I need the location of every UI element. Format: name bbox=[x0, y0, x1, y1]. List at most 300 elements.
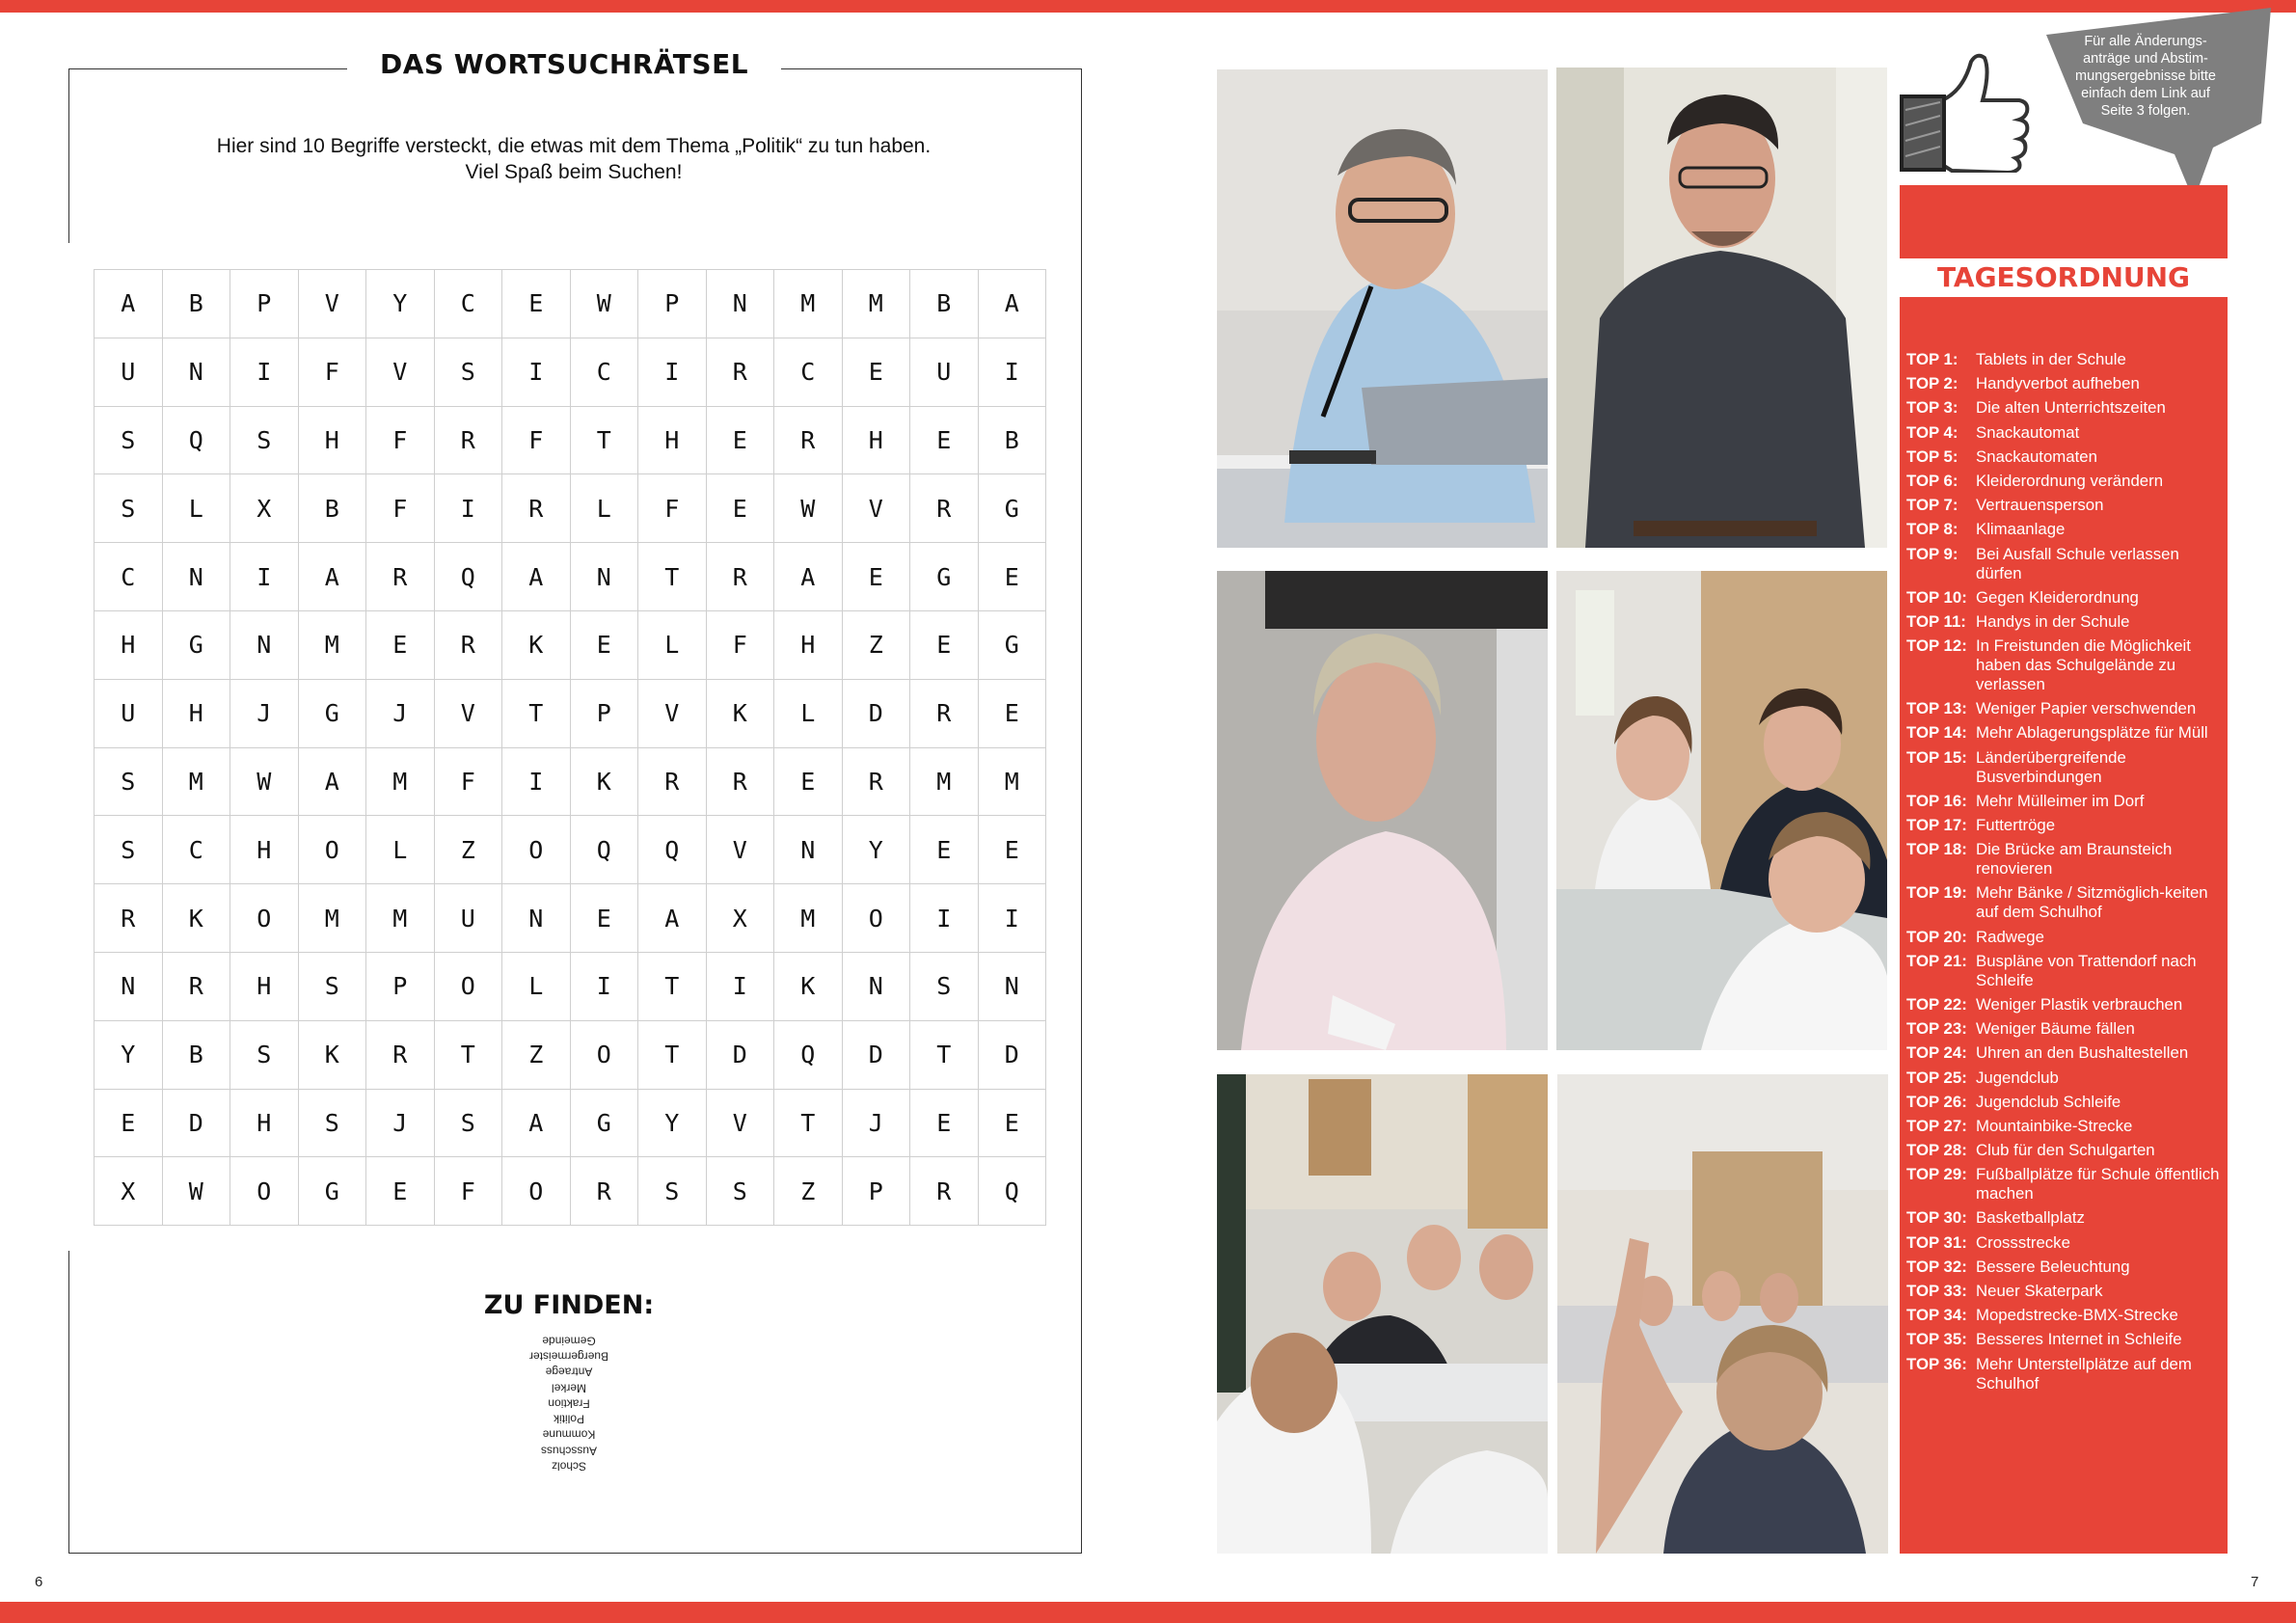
grid-cell[interactable]: Z bbox=[842, 610, 910, 679]
grid-cell[interactable]: R bbox=[95, 884, 163, 953]
grid-cell[interactable]: M bbox=[298, 884, 366, 953]
grid-cell[interactable]: R bbox=[366, 1020, 435, 1089]
agenda-item-text: Weniger Plastik verbrauchen bbox=[1976, 994, 2183, 1014]
grid-cell[interactable]: F bbox=[434, 747, 502, 816]
grid-cell[interactable]: L bbox=[366, 816, 435, 884]
grid-cell[interactable]: I bbox=[978, 338, 1046, 406]
grid-cell[interactable]: A bbox=[638, 884, 707, 953]
grid-cell[interactable]: O bbox=[434, 952, 502, 1020]
grid-cell[interactable]: E bbox=[910, 1089, 979, 1157]
grid-cell[interactable]: T bbox=[638, 952, 707, 1020]
agenda-item bbox=[1906, 545, 2223, 583]
agenda-item-text: Mehr Bänke / Sitzmöglich-keiten auf dem Schulhof bbox=[1976, 883, 2208, 922]
agenda-item bbox=[1906, 816, 2223, 835]
agenda-item-text: Vertrauensperson bbox=[1976, 496, 2104, 515]
grid-cell[interactable]: M bbox=[842, 270, 910, 338]
thumbs-up-icon bbox=[1896, 52, 2033, 173]
grid-cell[interactable]: S bbox=[95, 406, 163, 474]
grid-cell[interactable]: H bbox=[162, 679, 230, 747]
agenda-item-number: TOP 11: bbox=[1906, 611, 1966, 631]
grid-cell[interactable]: I bbox=[910, 884, 979, 953]
grid-cell[interactable]: P bbox=[842, 1157, 910, 1226]
grid-cell[interactable]: S bbox=[434, 338, 502, 406]
grid-cell[interactable]: F bbox=[706, 610, 774, 679]
grid-cell[interactable]: O bbox=[298, 816, 366, 884]
grid-cell[interactable]: D bbox=[162, 1089, 230, 1157]
grid-cell[interactable]: M bbox=[978, 747, 1046, 816]
grid-cell[interactable]: R bbox=[570, 1157, 638, 1226]
agenda-item-number: TOP 30: bbox=[1906, 1208, 1967, 1228]
grid-cell[interactable]: X bbox=[95, 1157, 163, 1226]
agenda-item-text: Snackautomaten bbox=[1976, 446, 2097, 466]
grid-cell[interactable]: H bbox=[638, 406, 707, 474]
agenda-item bbox=[1906, 496, 2223, 515]
agenda-item bbox=[1906, 350, 2223, 369]
agenda-item-text: Crossstrecke bbox=[1976, 1232, 2070, 1252]
grid-cell[interactable]: F bbox=[366, 474, 435, 543]
grid-cell[interactable]: T bbox=[638, 1020, 707, 1089]
grid-cell[interactable]: N bbox=[570, 543, 638, 611]
grid-cell[interactable]: R bbox=[434, 406, 502, 474]
grid-row bbox=[95, 884, 1046, 953]
grid-cell[interactable]: U bbox=[95, 679, 163, 747]
grid-cell[interactable]: E bbox=[706, 474, 774, 543]
grid-cell[interactable]: H bbox=[842, 406, 910, 474]
agenda-item-text: In Freistunden die Möglichkeit haben das Schulgelände zu verlassen bbox=[1976, 636, 2191, 694]
agenda-item bbox=[1906, 1306, 2223, 1325]
grid-row bbox=[95, 270, 1046, 338]
grid-cell[interactable]: B bbox=[162, 270, 230, 338]
find-word: Kommune bbox=[542, 1428, 596, 1443]
grid-cell[interactable]: S bbox=[95, 474, 163, 543]
grid-cell[interactable]: V bbox=[706, 816, 774, 884]
grid-row bbox=[95, 679, 1046, 747]
grid-cell[interactable]: P bbox=[570, 679, 638, 747]
grid-cell[interactable]: H bbox=[230, 816, 299, 884]
grid-cell[interactable]: E bbox=[570, 610, 638, 679]
agenda-item-number: TOP 23: bbox=[1906, 1019, 1967, 1039]
agenda-item-text: Besseres Internet in Schleife bbox=[1976, 1330, 2182, 1349]
grid-cell[interactable]: A bbox=[95, 270, 163, 338]
grid-cell[interactable]: E bbox=[978, 679, 1046, 747]
agenda-item bbox=[1906, 374, 2223, 393]
agenda-item-number: TOP 4: bbox=[1906, 422, 1958, 442]
grid-cell[interactable]: N bbox=[95, 952, 163, 1020]
agenda-item-number: TOP 13: bbox=[1906, 699, 1967, 718]
grid-cell[interactable]: L bbox=[570, 474, 638, 543]
grid-cell[interactable]: E bbox=[978, 543, 1046, 611]
agenda-item-text: Tablets in der Schule bbox=[1976, 350, 2126, 368]
grid-cell[interactable]: I bbox=[706, 952, 774, 1020]
speech-bubble-text: Für alle Änderungs-anträge und Abstim-mungsergebnisse bitte einfach dem Link auf Seite 3 folgen. bbox=[2075, 34, 2216, 119]
grid-cell[interactable]: T bbox=[570, 406, 638, 474]
grid-row bbox=[95, 338, 1046, 406]
grid-cell[interactable]: E bbox=[910, 610, 979, 679]
grid-cell[interactable]: O bbox=[230, 884, 299, 953]
grid-cell[interactable]: D bbox=[842, 679, 910, 747]
grid-cell[interactable]: V bbox=[706, 1089, 774, 1157]
agenda-item bbox=[1906, 723, 2223, 743]
grid-cell[interactable]: K bbox=[298, 1020, 366, 1089]
agenda-item bbox=[1906, 398, 2223, 418]
grid-cell[interactable]: R bbox=[706, 543, 774, 611]
grid-cell[interactable]: Q bbox=[570, 816, 638, 884]
grid-cell[interactable]: E bbox=[366, 610, 435, 679]
grid-cell[interactable]: M bbox=[366, 884, 435, 953]
grid-cell[interactable]: V bbox=[842, 474, 910, 543]
grid-cell[interactable]: R bbox=[502, 474, 571, 543]
agenda-item-number: TOP 31: bbox=[1906, 1232, 1967, 1252]
agenda-item bbox=[1906, 423, 2223, 443]
grid-cell[interactable]: C bbox=[95, 543, 163, 611]
grid-cell[interactable]: S bbox=[230, 406, 299, 474]
grid-cell[interactable]: S bbox=[230, 1020, 299, 1089]
grid-cell[interactable]: E bbox=[706, 406, 774, 474]
agenda-item-text: Klimaanlage bbox=[1976, 520, 2066, 539]
grid-cell[interactable]: C bbox=[434, 270, 502, 338]
photo-classroom-hands-raised bbox=[1217, 1074, 1548, 1554]
agenda-item bbox=[1906, 1233, 2223, 1253]
grid-cell[interactable]: P bbox=[230, 270, 299, 338]
grid-cell[interactable]: Y bbox=[842, 816, 910, 884]
grid-cell[interactable]: M bbox=[774, 884, 843, 953]
grid-cell[interactable]: E bbox=[502, 270, 571, 338]
agenda-item-number: TOP 16: bbox=[1906, 791, 1967, 810]
agenda-item-number: TOP 35: bbox=[1906, 1330, 1967, 1349]
grid-cell[interactable]: I bbox=[230, 543, 299, 611]
grid-cell[interactable]: V bbox=[638, 679, 707, 747]
grid-cell[interactable]: V bbox=[366, 338, 435, 406]
grid-cell[interactable]: G bbox=[978, 474, 1046, 543]
agenda-item bbox=[1906, 840, 2223, 879]
grid-cell[interactable]: E bbox=[978, 816, 1046, 884]
agenda-item bbox=[1906, 952, 2223, 990]
grid-cell[interactable]: I bbox=[570, 952, 638, 1020]
agenda-item-number: TOP 32: bbox=[1906, 1257, 1967, 1276]
grid-cell[interactable]: S bbox=[638, 1157, 707, 1226]
grid-cell[interactable]: R bbox=[910, 474, 979, 543]
grid-cell[interactable]: F bbox=[502, 406, 571, 474]
grid-cell[interactable]: P bbox=[638, 270, 707, 338]
grid-cell[interactable]: R bbox=[706, 338, 774, 406]
intro-line-1: Hier sind 10 Begriffe versteckt, die etwas mit dem Thema „Politik“ zu tun haben. bbox=[216, 135, 932, 157]
agenda-item bbox=[1906, 699, 2223, 718]
grid-cell[interactable]: D bbox=[706, 1020, 774, 1089]
grid-cell[interactable]: C bbox=[570, 338, 638, 406]
grid-cell[interactable]: N bbox=[162, 338, 230, 406]
agenda-item bbox=[1906, 447, 2223, 467]
grid-cell[interactable]: U bbox=[434, 884, 502, 953]
grid-row bbox=[95, 474, 1046, 543]
grid-cell[interactable]: L bbox=[502, 952, 571, 1020]
grid-cell[interactable]: K bbox=[502, 610, 571, 679]
agenda-item-text: Gegen Kleiderordnung bbox=[1976, 587, 2139, 607]
grid-cell[interactable]: T bbox=[910, 1020, 979, 1089]
agenda-item-number: TOP 21: bbox=[1906, 951, 1967, 970]
grid-cell[interactable]: A bbox=[502, 1089, 571, 1157]
agenda-item-text: Buspläne von Trattendorf nach Schleife bbox=[1976, 951, 2197, 989]
grid-cell[interactable]: M bbox=[298, 610, 366, 679]
grid-cell[interactable]: S bbox=[95, 747, 163, 816]
agenda-item-number: TOP 24: bbox=[1906, 1043, 1967, 1063]
grid-cell[interactable]: Q bbox=[434, 543, 502, 611]
agenda-item-text: Radwege bbox=[1976, 927, 2044, 946]
grid-cell[interactable]: O bbox=[230, 1157, 299, 1226]
grid-cell[interactable]: H bbox=[95, 610, 163, 679]
grid-cell[interactable]: K bbox=[570, 747, 638, 816]
grid-cell[interactable]: M bbox=[910, 747, 979, 816]
grid-cell[interactable]: K bbox=[774, 952, 843, 1020]
grid-cell[interactable]: R bbox=[638, 747, 707, 816]
grid-cell[interactable]: G bbox=[570, 1089, 638, 1157]
grid-cell[interactable]: V bbox=[298, 270, 366, 338]
grid-cell[interactable]: Y bbox=[638, 1089, 707, 1157]
grid-cell[interactable]: I bbox=[502, 747, 571, 816]
grid-cell[interactable]: E bbox=[570, 884, 638, 953]
grid-cell[interactable]: M bbox=[162, 747, 230, 816]
grid-cell[interactable]: R bbox=[366, 543, 435, 611]
grid-cell[interactable]: X bbox=[230, 474, 299, 543]
intro-line-2: Viel Spaß beim Suchen! bbox=[465, 161, 683, 183]
grid-cell[interactable]: Q bbox=[978, 1157, 1046, 1226]
grid-cell[interactable]: A bbox=[298, 543, 366, 611]
grid-cell[interactable]: K bbox=[706, 679, 774, 747]
grid-row bbox=[95, 1157, 1046, 1226]
agenda-item-number: TOP 33: bbox=[1906, 1282, 1967, 1300]
grid-cell[interactable]: D bbox=[842, 1020, 910, 1089]
photo-student-raising-hand bbox=[1557, 1074, 1888, 1554]
agenda-item-text: Mehr Unterstellplätze auf dem Schulhof bbox=[1976, 1354, 2192, 1393]
grid-cell[interactable]: L bbox=[638, 610, 707, 679]
agenda-item-text: Snackautomat bbox=[1976, 422, 2080, 442]
grid-cell[interactable]: T bbox=[502, 679, 571, 747]
grid-cell[interactable]: E bbox=[842, 543, 910, 611]
grid-cell[interactable]: N bbox=[774, 816, 843, 884]
grid-cell[interactable]: X bbox=[706, 884, 774, 953]
grid-cell[interactable]: T bbox=[774, 1089, 843, 1157]
find-word: Fraktion bbox=[548, 1396, 590, 1411]
grid-cell[interactable]: W bbox=[162, 1157, 230, 1226]
agenda-item-text: Länderübergreifende Busverbindungen bbox=[1976, 747, 2126, 786]
agenda-item bbox=[1906, 1165, 2223, 1204]
grid-cell[interactable]: R bbox=[774, 406, 843, 474]
find-word: Scholz bbox=[551, 1459, 587, 1474]
grid-cell[interactable]: E bbox=[842, 338, 910, 406]
grid-cell[interactable]: E bbox=[95, 1089, 163, 1157]
grid-cell[interactable]: T bbox=[434, 1020, 502, 1089]
agenda-item-text: Handys in der Schule bbox=[1976, 611, 2130, 631]
grid-cell[interactable]: Z bbox=[502, 1020, 571, 1089]
puzzle-intro bbox=[145, 133, 1003, 185]
grid-cell[interactable]: J bbox=[842, 1089, 910, 1157]
agenda-item bbox=[1906, 588, 2223, 608]
grid-cell[interactable]: N bbox=[162, 543, 230, 611]
grid-cell[interactable]: L bbox=[774, 679, 843, 747]
grid-cell[interactable]: Y bbox=[366, 270, 435, 338]
agenda-item-text: Bessere Beleuchtung bbox=[1976, 1257, 2130, 1276]
agenda-item-text: Mehr Ablagerungsplätze für Müll bbox=[1976, 723, 2208, 743]
agenda-item-number: TOP 22: bbox=[1906, 994, 1967, 1014]
grid-cell[interactable]: C bbox=[162, 816, 230, 884]
grid-cell[interactable]: N bbox=[502, 884, 571, 953]
grid-cell[interactable]: Q bbox=[638, 816, 707, 884]
grid-cell[interactable]: H bbox=[230, 952, 299, 1020]
grid-cell[interactable]: Y bbox=[95, 1020, 163, 1089]
grid-cell[interactable]: G bbox=[978, 610, 1046, 679]
find-title: ZU FINDEN: bbox=[483, 1290, 655, 1320]
grid-cell[interactable]: A bbox=[298, 747, 366, 816]
find-word: Ausschuss bbox=[540, 1444, 598, 1458]
agenda-item-number: TOP 15: bbox=[1906, 747, 1967, 767]
grid-cell[interactable]: F bbox=[366, 406, 435, 474]
word-search-grid[interactable] bbox=[94, 269, 1046, 1226]
agenda-item bbox=[1906, 1043, 2223, 1063]
grid-cell[interactable]: U bbox=[910, 338, 979, 406]
grid-row bbox=[95, 1020, 1046, 1089]
agenda-item-number: TOP 12: bbox=[1906, 636, 1967, 656]
grid-cell[interactable]: O bbox=[502, 1157, 571, 1226]
grid-cell[interactable]: B bbox=[298, 474, 366, 543]
agenda-item-text: Futtertröge bbox=[1976, 816, 2056, 834]
grid-cell[interactable]: O bbox=[502, 816, 571, 884]
grid-cell[interactable]: L bbox=[162, 474, 230, 543]
grid-cell[interactable]: F bbox=[638, 474, 707, 543]
grid-cell[interactable]: I bbox=[434, 474, 502, 543]
grid-cell[interactable]: R bbox=[706, 747, 774, 816]
agenda-item bbox=[1906, 928, 2223, 947]
agenda-item-text: Kleiderordnung verändern bbox=[1976, 471, 2164, 490]
agenda-item-number: TOP 18: bbox=[1906, 840, 1967, 859]
grid-cell[interactable]: S bbox=[95, 816, 163, 884]
grid-cell[interactable]: S bbox=[434, 1089, 502, 1157]
grid-cell[interactable]: J bbox=[230, 679, 299, 747]
grid-row bbox=[95, 747, 1046, 816]
agenda-item bbox=[1906, 1068, 2223, 1088]
grid-cell[interactable]: R bbox=[910, 1157, 979, 1226]
grid-cell[interactable]: P bbox=[366, 952, 435, 1020]
grid-cell[interactable]: B bbox=[910, 270, 979, 338]
grid-cell[interactable]: J bbox=[366, 1089, 435, 1157]
grid-cell[interactable]: E bbox=[910, 406, 979, 474]
grid-cell[interactable]: A bbox=[774, 543, 843, 611]
grid-cell[interactable]: I bbox=[502, 338, 571, 406]
grid-cell[interactable]: M bbox=[774, 270, 843, 338]
grid-cell[interactable]: I bbox=[230, 338, 299, 406]
grid-cell[interactable]: B bbox=[978, 406, 1046, 474]
grid-cell[interactable]: F bbox=[434, 1157, 502, 1226]
agenda-header-band bbox=[1900, 185, 2228, 258]
grid-cell[interactable]: G bbox=[910, 543, 979, 611]
grid-cell[interactable]: W bbox=[570, 270, 638, 338]
grid-cell[interactable]: S bbox=[910, 952, 979, 1020]
grid-cell[interactable]: I bbox=[978, 884, 1046, 953]
grid-cell[interactable]: G bbox=[298, 1157, 366, 1226]
agenda-item-number: TOP 5: bbox=[1906, 446, 1958, 466]
grid-cell[interactable]: U bbox=[95, 338, 163, 406]
agenda-item-text: Jugendclub bbox=[1976, 1068, 2059, 1087]
agenda-item bbox=[1906, 1141, 2223, 1160]
photo-man-standing bbox=[1556, 68, 1887, 548]
grid-cell[interactable]: K bbox=[162, 884, 230, 953]
grid-cell[interactable]: Z bbox=[774, 1157, 843, 1226]
grid-cell[interactable]: O bbox=[570, 1020, 638, 1089]
find-word: Merkel bbox=[552, 1381, 587, 1395]
grid-cell[interactable]: M bbox=[366, 747, 435, 816]
grid-cell[interactable]: W bbox=[230, 747, 299, 816]
grid-cell[interactable]: A bbox=[978, 270, 1046, 338]
grid-cell[interactable]: N bbox=[978, 952, 1046, 1020]
find-word: Gemeinde bbox=[542, 1334, 596, 1348]
photo-students-discussing bbox=[1556, 571, 1887, 1050]
agenda-item-number: TOP 1: bbox=[1906, 350, 1958, 368]
grid-cell[interactable]: Q bbox=[774, 1020, 843, 1089]
agenda-item bbox=[1906, 792, 2223, 811]
grid-cell[interactable]: H bbox=[298, 406, 366, 474]
grid-row bbox=[95, 952, 1046, 1020]
grid-cell[interactable]: N bbox=[230, 610, 299, 679]
grid-cell[interactable]: I bbox=[638, 338, 707, 406]
grid-cell[interactable]: O bbox=[842, 884, 910, 953]
agenda-item bbox=[1906, 995, 2223, 1014]
bottom-accent-bar bbox=[0, 1602, 2296, 1623]
grid-cell[interactable]: E bbox=[366, 1157, 435, 1226]
agenda-item bbox=[1906, 1355, 2223, 1393]
grid-cell[interactable]: E bbox=[978, 1089, 1046, 1157]
grid-cell[interactable]: D bbox=[978, 1020, 1046, 1089]
grid-cell[interactable]: W bbox=[774, 474, 843, 543]
agenda-item-text: Club für den Schulgarten bbox=[1976, 1141, 2155, 1160]
grid-cell[interactable]: H bbox=[774, 610, 843, 679]
grid-cell[interactable]: N bbox=[706, 270, 774, 338]
grid-cell[interactable]: S bbox=[298, 1089, 366, 1157]
grid-cell[interactable]: E bbox=[774, 747, 843, 816]
grid-cell[interactable]: R bbox=[842, 747, 910, 816]
grid-cell[interactable]: Q bbox=[162, 406, 230, 474]
grid-cell[interactable]: N bbox=[842, 952, 910, 1020]
grid-cell[interactable]: R bbox=[910, 679, 979, 747]
find-word: Politik bbox=[554, 1412, 585, 1426]
agenda-item-number: TOP 36: bbox=[1906, 1354, 1967, 1373]
agenda-item-text: Mountainbike-Strecke bbox=[1976, 1116, 2133, 1135]
grid-cell[interactable]: R bbox=[162, 952, 230, 1020]
agenda-item bbox=[1906, 1330, 2223, 1349]
agenda-item-number: TOP 20: bbox=[1906, 927, 1967, 946]
grid-row bbox=[95, 543, 1046, 611]
grid-cell[interactable]: V bbox=[434, 679, 502, 747]
grid-cell[interactable]: A bbox=[502, 543, 571, 611]
grid-cell[interactable]: S bbox=[706, 1157, 774, 1226]
grid-cell[interactable]: J bbox=[366, 679, 435, 747]
grid-cell[interactable]: C bbox=[774, 338, 843, 406]
puzzle-title: DAS WORTSUCHRÄTSEL bbox=[379, 48, 749, 80]
grid-cell[interactable]: B bbox=[162, 1020, 230, 1089]
grid-cell[interactable]: R bbox=[434, 610, 502, 679]
grid-cell[interactable]: T bbox=[638, 543, 707, 611]
agenda-item bbox=[1906, 520, 2223, 539]
agenda-item-number: TOP 7: bbox=[1906, 496, 1958, 515]
grid-row bbox=[95, 1089, 1046, 1157]
grid-cell[interactable]: S bbox=[298, 952, 366, 1020]
grid-cell[interactable]: F bbox=[298, 338, 366, 406]
grid-cell[interactable]: G bbox=[298, 679, 366, 747]
page-number-right: 7 bbox=[2251, 1574, 2259, 1590]
grid-cell[interactable]: Z bbox=[434, 816, 502, 884]
agenda-item-text: Weniger Bäume fällen bbox=[1976, 1019, 2135, 1039]
grid-cell[interactable]: E bbox=[910, 816, 979, 884]
grid-cell[interactable]: H bbox=[230, 1089, 299, 1157]
grid-cell[interactable]: G bbox=[162, 610, 230, 679]
agenda-item-text: Mehr Mülleimer im Dorf bbox=[1976, 791, 2145, 810]
